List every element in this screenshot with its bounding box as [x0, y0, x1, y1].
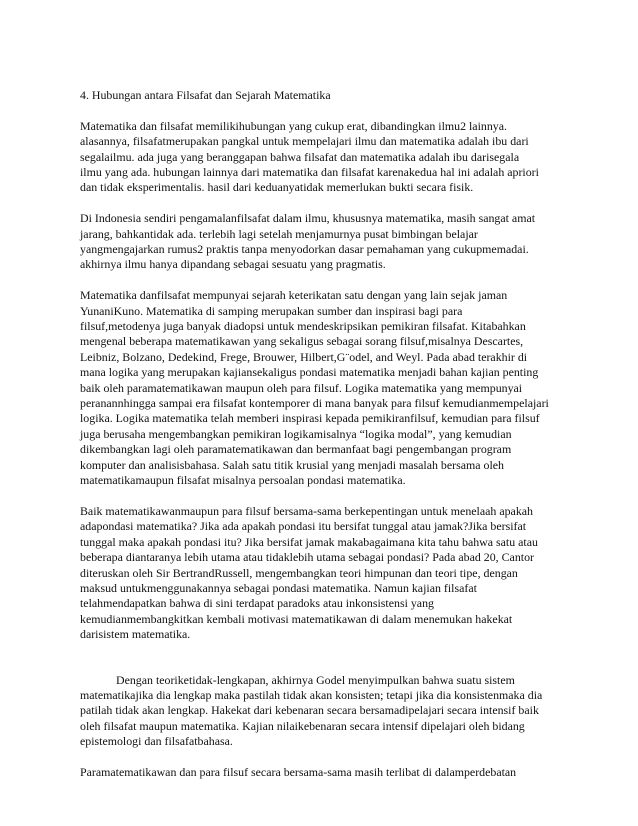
- text-line: akhirnya ilmu hanya dipandang sebagai sesuatu yang pragmatis.: [80, 257, 386, 272]
- paragraph-3: [80, 288, 558, 488]
- text-line: diteruskan oleh Sir BertrandRussell, mengembangkan teori himpunan dan teori tipe, dengan: [80, 565, 518, 580]
- text-line: oleh filsafat maupun matematika. Kajian nilaikebenaran secara intensif dipelajari oleh bidang: [80, 718, 525, 733]
- paragraph-6: [80, 765, 558, 780]
- text-line: telahmendapatkan bahwa di sini terdapat paradoks atau inkonsistensi yang: [80, 596, 434, 611]
- text-line: Dengan teoriketidak-lengkapan, akhirnya Godel menyimpulkan bahwa suatu sistem: [116, 672, 515, 687]
- text-line: Leibniz, Bolzano, Dedekind, Frege, Brouwer, Hilbert,G¨odel, and Weyl. Pada abad terakhir di: [80, 349, 528, 364]
- text-line: juga berusaha mengembangkan pemikiran logikamisalnya “logika modal”, yang kemudian: [80, 426, 512, 441]
- text-line: yangmengajarkan rumus2 praktis tanpa menyodorkan dasar pemahaman yang cukupmemadai.: [80, 242, 529, 257]
- text-line: dan tidak eksperimentalis. hasil dari keduanyatidak memerlukan bukti secara fisik.: [80, 180, 474, 195]
- document-page: [80, 88, 558, 796]
- text-line: baik oleh paramatematikawan maupun oleh para filsuf. Logika matematika yang mempunyai: [80, 380, 523, 395]
- text-line: kemudianmembangkitkan kembali motivasi matematikawan di dalam menemukan hakekat: [80, 611, 513, 626]
- text-line: peranannhingga sampai era filsafat kontemporer di mana banyak para filsuf kemudianmempelajari: [80, 396, 549, 411]
- section-heading: 4. Hubungan antara Filsafat dan Sejarah Matematika: [80, 88, 331, 102]
- text-line: YunaniKuno. Matematika di samping merupakan sumber dan inspirasi bagi para: [80, 303, 463, 318]
- text-line: Baik matematikawanmaupun para filsuf bersama-sama berkepentingan untuk menelaah apakah: [80, 503, 533, 518]
- text-line: filsuf,metodenya juga banyak diadopsi untuk mendeskripsikan pemikiran filsafat. Kitabahkan: [80, 319, 526, 334]
- text-line: ilmu yang ada. hubungan lainnya dari matematika dan filsafat karenakedua hal ini adalah apriori: [80, 165, 539, 180]
- paragraph-5: [80, 673, 558, 750]
- text-line: Di Indonesia sendiri pengamalanfilsafat dalam ilmu, khususnya matematika, masih sangat amat: [80, 211, 536, 226]
- text-line: mana logika yang merupakan kajiansekaligus pondasi matematika menjadi bahan kajian penting: [80, 365, 539, 380]
- paragraph-4: [80, 504, 558, 643]
- paragraph-2: [80, 211, 558, 273]
- paragraph-1: [80, 119, 558, 196]
- text-line: dikembangkan lagi oleh paramatematikawan dan bermanfaat bagi pengembangan program: [80, 442, 512, 457]
- text-line: Paramatematikawan dan para filsuf secara bersama-sama masih terlibat di dalamperdebatan: [80, 764, 517, 779]
- text-line: epistemologi dan filsafatbahasa.: [80, 734, 233, 749]
- text-line: komputer dan analisisbahasa. Salah satu titik krusial yang menjadi masalah bersama oleh: [80, 457, 504, 472]
- text-line: darisistem matematika.: [80, 627, 191, 642]
- text-line: alasannya, filsafatmerupakan pangkal untuk mempelajari ilmu dan matematika adalah ibu dari: [80, 134, 529, 149]
- text-line: jarang, bahkantidak ada. terlebih lagi setelah menjamurnya pusat bimbingan belajar: [80, 226, 478, 241]
- text-line: Matematika dan filsafat memilikihubungan yang cukup erat, dibandingkan ilmu2 lainnya.: [80, 118, 507, 133]
- text-line: tunggal maka apakah pondasi itu? Jika bersifat jamak makabagaimana kita tahu bahwa satu atau: [80, 534, 538, 549]
- text-line: matematikamaupun filsafat misalnya persoalan pondasi matematika.: [80, 473, 406, 488]
- text-line: adapondasi matematika? Jika ada apakah pondasi itu bersifat tunggal atau jamak?Jika bersifat: [80, 519, 527, 534]
- text-line: maksud untukmenggunakannya sebagai pondasi matematika. Namun kajian filsafat: [80, 580, 477, 595]
- text-line: Matematika danfilsafat mempunyai sejarah keterikatan satu dengan yang lain sejak jaman: [80, 288, 508, 303]
- text-line: beberapa diantaranya lebih utama atau tidaklebih utama sebagai pondasi? Pada abad 20, Cantor: [80, 550, 534, 565]
- text-line: segalailmu. ada juga yang beranggapan bahwa filsafat dan matematika adalah ibu darisegala: [80, 149, 520, 164]
- text-line: mengenal beberapa matematikawan yang sekaligus sebagai sorang filsuf,misalnya Descartes,: [80, 334, 524, 349]
- text-line: patilah tidak akan lengkap. Hakekat dari kebenaran secara bersamadipelajari secara intensif baik: [80, 703, 539, 718]
- text-line: matematikajika dia lengkap maka pastilah tidak akan konsisten; tetapi jika dia konsistenmaka dia: [80, 687, 543, 702]
- text-line: logika. Logika matematika telah memberi inspirasi kepada pemikiranfilsuf, kemudian para filsuf: [80, 411, 540, 426]
